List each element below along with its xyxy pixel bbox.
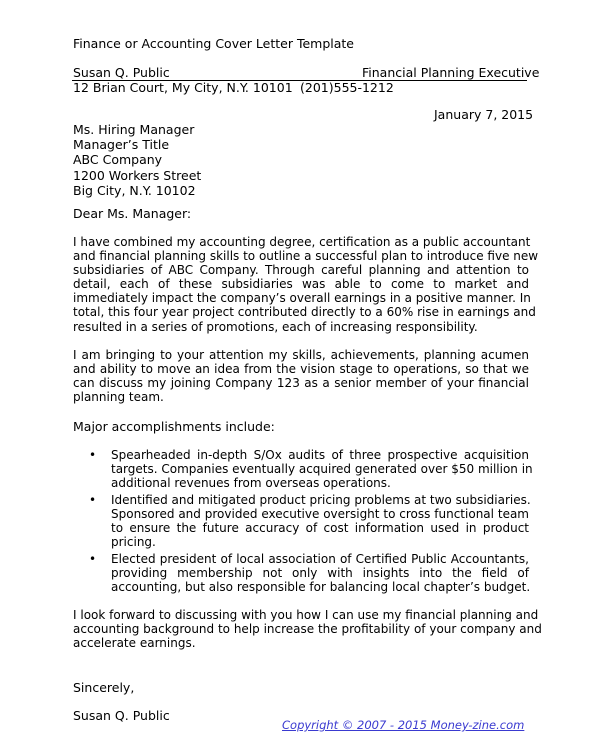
paragraph-line: accelerate earnings.	[73, 636, 196, 651]
list-item-line: additional revenues from overseas operations.	[111, 476, 391, 491]
paragraph-line: I have combined my accounting degree, certification as a public accountant	[73, 235, 531, 249]
paragraph-line: accounting background to help increase the profitability of your company and	[73, 622, 542, 637]
paragraph-line: planning team.	[73, 390, 164, 405]
paragraph-line: total, this four year project contributed directly to a 60% rise in earnings and	[73, 305, 536, 320]
list-item-line: Spearheaded in-depth S/Ox audits of three prospective acquisition	[111, 448, 529, 462]
paragraph-line: and financial planning skills to outline a successful plan to introduce five new	[73, 249, 539, 264]
paragraph-line: I am bringing to your attention my skills, achievements, planning acumen	[73, 348, 529, 362]
sender-phone: (201)555-1212	[300, 80, 394, 95]
paragraph-line: immediately impact the company’s overall earnings in a positive manner. In	[73, 291, 531, 306]
list-item-line: to ensure the future accuracy of cost information used in product	[111, 521, 529, 536]
bullet-icon: •	[89, 552, 97, 566]
recipient-line: Manager’s Title	[73, 137, 170, 153]
list-item-line: Identified and mitigated product pricing problems at two subsidiaries.	[111, 493, 531, 507]
salutation: Dear Ms. Manager:	[73, 206, 192, 221]
recipient-line: 1200 Workers Street	[73, 167, 202, 183]
list-item-line: targets. Companies eventually acquired generated over $50 million in	[111, 462, 533, 477]
recipient-line: Big City, N.Y. 10102	[73, 182, 196, 198]
paragraph-line: and ability to move an idea from the vision stage to operations, so that we	[73, 362, 529, 377]
sender-name: Susan Q. Public	[73, 65, 170, 80]
paragraph-line: detail, each of these subsidiaries was able to come to market and	[73, 277, 529, 292]
list-item-line: providing membership not only with insights into the field of	[111, 566, 529, 581]
paragraph-closing	[73, 608, 542, 651]
paragraph-intro	[73, 235, 539, 334]
copyright-link[interactable]: Copyright © 2007 - 2015 Money-zine.com	[282, 718, 525, 732]
document-title: Finance or Accounting Cover Letter Template	[73, 36, 354, 51]
recipient-line: Ms. Hiring Manager	[73, 122, 195, 137]
letter-date: January 7, 2015	[434, 107, 534, 122]
recipient-line: ABC Company	[73, 152, 163, 168]
list-item-line: pricing.	[111, 535, 156, 550]
bullet-icon: •	[89, 448, 97, 462]
sender-address: 12 Brian Court, My City, N.Y. 10101	[73, 80, 293, 95]
recipient-block	[73, 122, 201, 198]
accomplishments-heading: Major accomplishments include:	[73, 419, 275, 434]
sender-role: Financial Planning Executive	[362, 65, 540, 80]
paragraph-skills	[73, 348, 529, 404]
paragraph-line: resulted in a series of promotions, each of increasing responsibility.	[73, 319, 478, 334]
list-item-line: Elected president of local association of Certified Public Accountants,	[111, 552, 529, 566]
paragraph-line: can discuss my joining Company 123 as a senior member of your financial	[73, 376, 529, 391]
bullet-icon: •	[89, 493, 97, 507]
paragraph-line: I look forward to discussing with you how I can use my financial planning and	[73, 608, 539, 622]
closing: Sincerely,	[73, 680, 135, 695]
list-item-line: accounting, but also responsible for balancing local chapter’s budget.	[111, 580, 531, 595]
paragraph-line: subsidiaries of ABC Company. Through careful planning and attention to	[73, 263, 529, 278]
signer-name: Susan Q. Public	[73, 708, 170, 723]
list-item-line: Sponsored and provided executive oversight to cross functional team	[111, 507, 529, 522]
